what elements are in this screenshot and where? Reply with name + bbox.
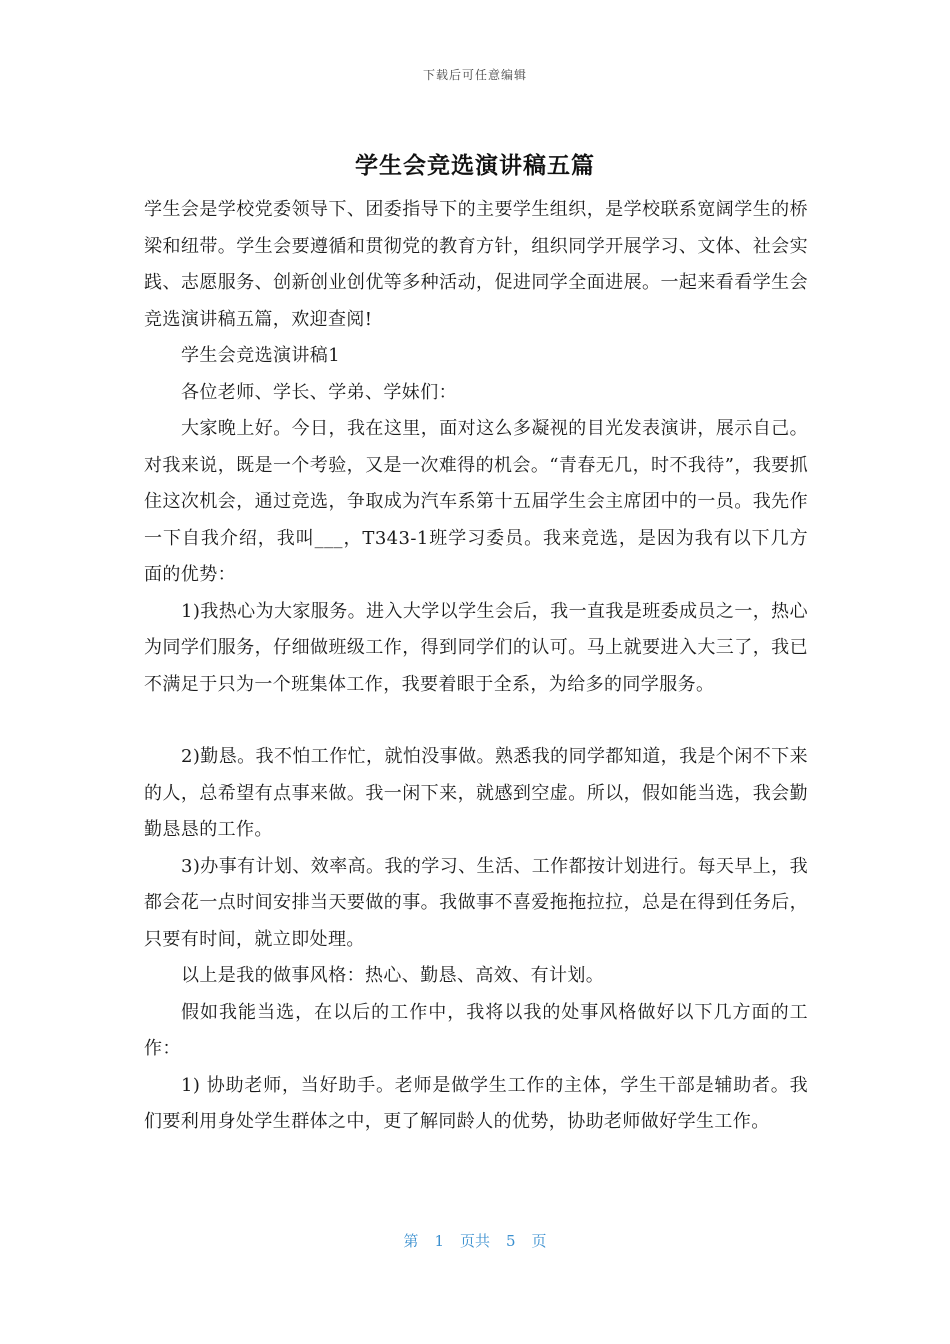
intro-paragraph: 学生会是学校党委领导下、团委指导下的主要学生组织，是学校联系宽阔学生的桥梁和纽带。学生会要遵循和贯彻党的教育方针，组织同学开展学习、文体、社会实践、志愿服务、创新创业创优等多种活动，促进同学全面进展。一起来看看学生会竞选演讲稿五篇，欢迎查阅! [144, 199, 808, 330]
page-label-middle: 页共 [459, 1232, 490, 1250]
body-paragraph-plan: 假如我能当选，在以后的工作中，我将以我的处事风格做好以下几方面的工作： [144, 1001, 808, 1059]
salutation: 各位老师、学长、学弟、学妹们： [181, 381, 457, 403]
body-paragraph-summary: 以上是我的做事风格：热心、勤恳、高效、有计划。 [181, 965, 605, 986]
page-current-number: 1 [434, 1232, 444, 1250]
paragraph-gap [144, 703, 808, 739]
body-paragraph-greeting: 大家晚上好。今日，我在这里，面对这么多凝视的目光发表演讲，展示自己。对我来说，既是一个考验，又是一次难得的机会。“青春无几，时不我待”，我要抓住这次机会，通过竞选，争取成为汽车系第十五届学生会主席团中的一员。我先作一下自我介绍，我叫___，T343-1班学习委员。我来竞选，是因为我有以下几方面的优势： [144, 418, 808, 585]
page-total-number: 5 [506, 1232, 516, 1250]
body-paragraph-point-2: 2)勤恳。我不怕工作忙，就怕没事做。熟悉我的同学都知道，我是个闲不下来的人，总希望有点事来做。我一闲下来，就感到空虚。所以，假如能当选，我会勤勤恳恳的工作。 [144, 746, 808, 840]
page-label-prefix: 第 [403, 1232, 419, 1250]
body-paragraph-point-1: 1)我热心为大家服务。进入大学以学生会后，我一直我是班委成员之一，热心为同学们服务，仔细做班级工作，得到同学们的认可。马上就要进入大三了，我已不满足于只为一个班集体工作，我要着眼于全系，为给多的同学服务。 [144, 600, 808, 695]
page-label-suffix: 页 [531, 1232, 547, 1250]
body-paragraph-plan-1: 1) 协助老师，当好助手。老师是做学生工作的主体，学生干部是辅助者。我们要利用身处学生群体之中，更了解同龄人的优势，协助老师做好学生工作。 [144, 1074, 808, 1132]
page-header-note: 下载后可任意编辑 [422, 68, 527, 82]
document-title: 学生会竞选演讲稿五篇 [355, 153, 595, 179]
speech-heading: 学生会竞选演讲稿1 [181, 345, 341, 366]
page-number-footer [0, 1230, 950, 1251]
document-body [144, 192, 808, 1141]
body-paragraph-point-3: 3)办事有计划、效率高。我的学习、生活、工作都按计划进行。每天早上，我都会花一点时间安排当天要做的事。我做事不喜爱拖拖拉拉，总是在得到任务后，只要有时间，就立即处理。 [144, 855, 808, 950]
